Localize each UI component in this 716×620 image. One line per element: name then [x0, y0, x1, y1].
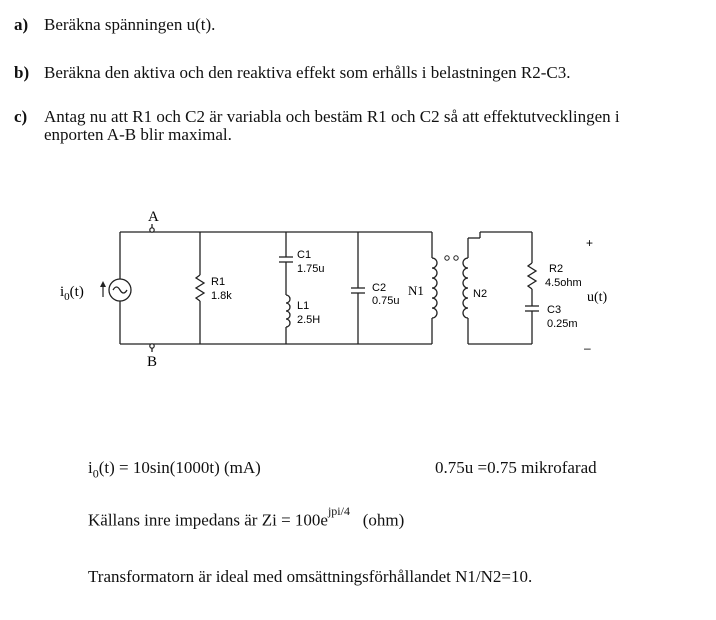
question-c-text: Antag nu att R1 och C2 är variabla och bestäm R1 och C2 så att effektutvecklingen i enporten A-B blir maximal.	[44, 107, 620, 144]
terminal-a-dot	[150, 228, 154, 232]
node-a-label: A	[148, 209, 159, 225]
u-label: u(t)	[587, 290, 608, 305]
c1-name: C1	[297, 249, 312, 261]
terminal-b-dot	[150, 344, 154, 348]
l1-name: L1	[297, 300, 310, 312]
micro-note: 0.75u =0.75 mikrofarad	[435, 458, 597, 477]
impedance-line: Källans inre impedans är $Zi = 100e^{jpi/4}$ (ohm)	[88, 504, 405, 530]
node-b-label: B	[147, 354, 158, 370]
c3-value: 0.25m	[547, 318, 578, 330]
source-label: $i_0(t)$	[60, 284, 84, 303]
question-a	[14, 16, 215, 34]
n2-coil	[463, 258, 468, 318]
circuit-diagram	[0, 195, 716, 385]
n1-coil	[432, 258, 437, 318]
n1-polarity-dot	[445, 256, 449, 260]
l1-inductor	[286, 295, 290, 327]
r2-name: R2	[549, 263, 564, 275]
question-b	[14, 64, 571, 82]
n1-label: N1	[408, 283, 424, 298]
r2-resistor	[528, 263, 536, 289]
question-a-text: Beräkna spänningen u(t).	[44, 15, 216, 34]
c3-name: C3	[547, 304, 562, 316]
r1-value: 1.8k	[211, 290, 232, 302]
c1-value: 1.75u	[297, 263, 325, 275]
question-b-text: Beräkna den aktiva och den reaktiva effekt som erhålls i belastningen R2-C3.	[44, 63, 571, 82]
source-equation: $i_0(t) = 10\sin(1000t)$ (mA)	[88, 458, 261, 481]
question-c-label: c)	[14, 107, 28, 126]
question-b-label: b)	[14, 63, 30, 82]
question-c	[14, 108, 644, 144]
r1-resistor	[196, 275, 204, 301]
question-a-label: a)	[14, 15, 29, 34]
n2-label: N2	[473, 288, 488, 300]
transformer-note: Transformatorn är ideal med omsättningsförhållandet N1/N2=10.	[88, 567, 533, 586]
r1-name: R1	[211, 276, 226, 288]
source-arrow-icon	[100, 281, 106, 287]
l1-value: 2.5H	[297, 314, 321, 326]
c2-value: 0.75u	[372, 295, 400, 307]
c2-name: C2	[372, 282, 387, 294]
n2-polarity-dot	[454, 256, 458, 260]
ac-wave-icon	[113, 287, 127, 293]
minus-sign: –	[584, 341, 591, 355]
r2-value: 4.5ohm	[545, 277, 582, 289]
plus-sign: +	[586, 236, 594, 250]
